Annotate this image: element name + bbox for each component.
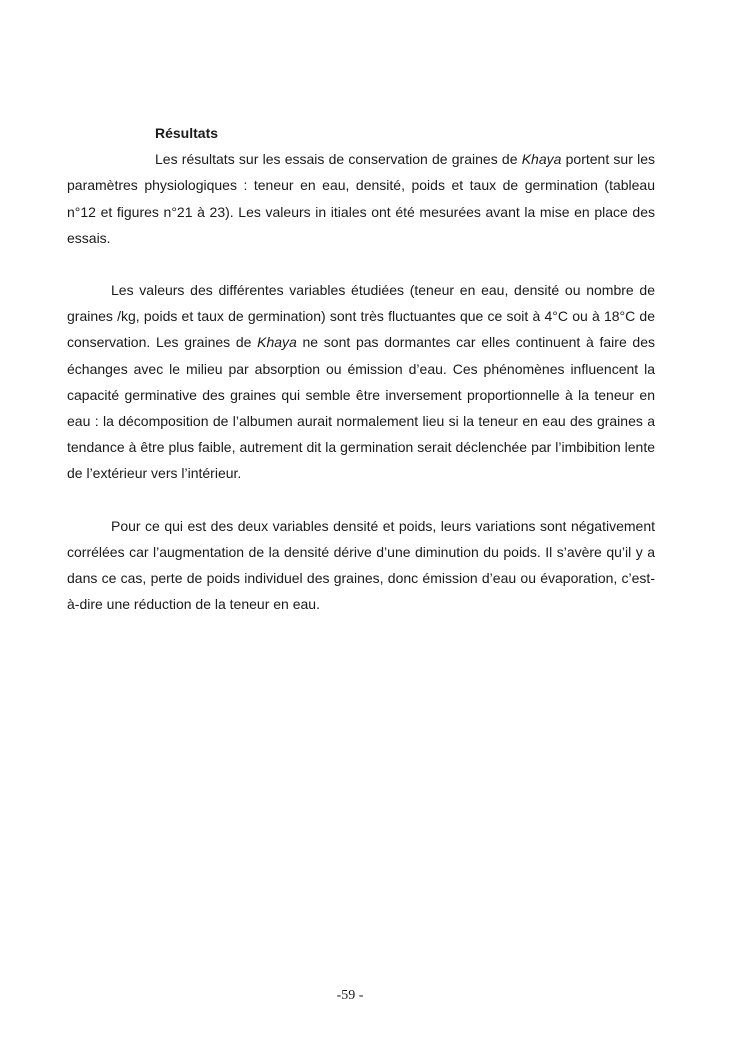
paragraph-results-intro [67, 146, 655, 251]
paragraph-1-species: Khaya [521, 151, 562, 168]
section-heading: Résultats [155, 125, 219, 141]
paragraph-1-text-b: portent sur les paramètres physiologiques : teneur en eau, densité, poids et taux de germination (tableau n°12 et figures n°21 à 23). Les valeurs in itiales ont été mesurées avant la mise en place des essais. [67, 151, 655, 246]
paragraph-density-weight: Pour ce qui est des deux variables densité et poids, leurs variations sont négativement corrélées car l’augmentation de la densité dérive d’une diminution du poids. Il s’avère qu’il y a dans ce cas, perte de poids individuel des graines, donc émission d’eau ou évaporation, c’est-à-dire une réduction de la teneur en eau. [67, 517, 655, 613]
paragraph-2-species: Khaya [257, 334, 297, 351]
page-number: -59 - [336, 988, 364, 1003]
paragraph-variables [67, 277, 655, 487]
paragraph-1-text-a: Les résultats sur les essais de conservation de graines de [155, 151, 522, 168]
paragraph-2-text-a: Les valeurs des différentes variables étudiées (teneur en eau, densité ou nombre de graines /kg, poids et taux de germination) sont très fluctuantes que ce soit à 4°C ou à 18°C de conservation. Les graines de [67, 282, 655, 351]
paragraph-2-text-b: ne sont pas dormantes car elles continuent à faire des échanges avec le milieu par absorption ou émission d’eau. Ces phénomènes influencent la capacité germinative des graines qui semble être inversement proportionnelle à la teneur en eau : la décomposition de l’albumen aurait normalement lieu si la teneur en eau des graines a tendance à être plus faible, autrement dit la germination serait déclenchée par l’imbibition lente de l’extérieur vers l’intérieur. [67, 334, 655, 482]
paragraph-gap [67, 251, 655, 277]
paragraph-gap [67, 487, 655, 513]
page-content [67, 120, 655, 617]
